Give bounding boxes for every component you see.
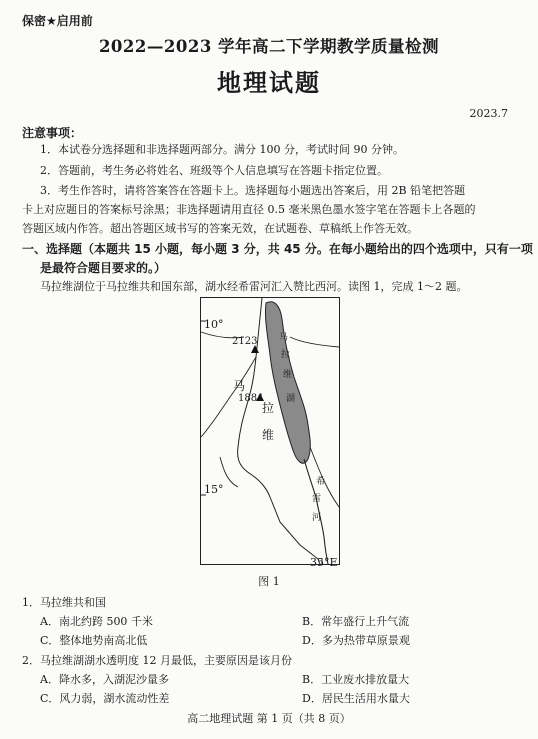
lake-label-char-1: 马	[279, 333, 289, 343]
notice-line-2: 2．答题前，考生务必将姓名、班级等个人信息填写在答题卡指定位置。	[40, 164, 388, 177]
country-label-char-1: 马	[233, 379, 246, 393]
page-footer: 高二地理试题 第 1 页（共 8 页）	[187, 712, 351, 725]
question-1-option-a: A．南北约跨 500 千米	[40, 615, 153, 628]
section-title: 一、选择题（本题共 15 小题，每小题 3 分，共 45 分。在每小题给出的四个选项中，只有一项	[22, 242, 533, 256]
river-label-char-2: 雷	[312, 494, 322, 504]
lat-15-label: 15°	[204, 483, 224, 496]
question-1-option-b: B．常年盛行上升气流	[302, 615, 410, 628]
notice-heading: 注意事项：	[22, 126, 83, 140]
notice-line-1: 1．本试卷分选择题和非选择题两部分。满分 100 分，考试时间 90 分钟。	[40, 143, 404, 156]
river-label-char-1: 希	[316, 477, 326, 487]
peak-2123-label: 2123	[232, 336, 258, 347]
question-1-stem: 1．马拉维共和国	[22, 596, 106, 609]
question-2-stem: 2．马拉维湖湖水透明度 12 月最低，主要原因是该月份	[22, 654, 292, 667]
question-2-option-a: A．降水多，入湖泥沙量多	[40, 673, 169, 686]
notice-line-3a: 3．考生作答时，请将答案答在答题卡上。选择题每小题选出答案后，用 2B 铅笔把答题	[40, 184, 466, 197]
section-title-cont: 是最符合题目要求的。）	[40, 261, 167, 275]
section-intro: 马拉维湖位于马拉维共和国东部，湖水经希雷河汇入赞比西河。读图 1，完成 1～2 题。	[40, 280, 468, 293]
question-2-option-d: D．居民生活用水量大	[302, 692, 410, 705]
lake-label-char-3: 维	[283, 370, 293, 380]
country-label-char-3: 维	[262, 428, 275, 442]
question-1-option-d: D．多为热带草原景观	[302, 634, 410, 647]
question-1-option-c: C．整体地势南高北低	[40, 634, 148, 647]
exam-title: 2022—2023 学年高二下学期教学质量检测	[98, 37, 440, 56]
lon-35-label: 35°E	[310, 556, 338, 569]
confidential-label: 保密★启用前	[22, 14, 93, 28]
river-label-char-3: 河	[312, 513, 322, 523]
subject-title: 地理试题	[217, 69, 321, 97]
lat-10-label: 10°	[204, 318, 224, 331]
question-2-option-c: C．风力弱，湖水流动性差	[40, 692, 170, 705]
figure-caption: 图 1	[258, 575, 280, 588]
notice-line-3b: 卡上对应题目的答案标号涂黑；非选择题请用直径 0.5 毫米黑色墨水签字笔在答题卡上各题的	[22, 203, 476, 216]
country-label-char-2: 拉	[262, 401, 275, 415]
exam-date: 2023.7	[469, 107, 508, 120]
lake-label-char-2: 拉	[281, 350, 291, 360]
question-2-option-b: B．工业废水排放量大	[302, 673, 410, 686]
notice-line-3c: 答题区域内作答。超出答题区域书写的答案无效，在试题卷、草稿纸上作答无效。	[22, 222, 418, 235]
peak-1884-label: 1884	[238, 393, 264, 404]
lake-label-char-4: 湖	[286, 394, 296, 404]
